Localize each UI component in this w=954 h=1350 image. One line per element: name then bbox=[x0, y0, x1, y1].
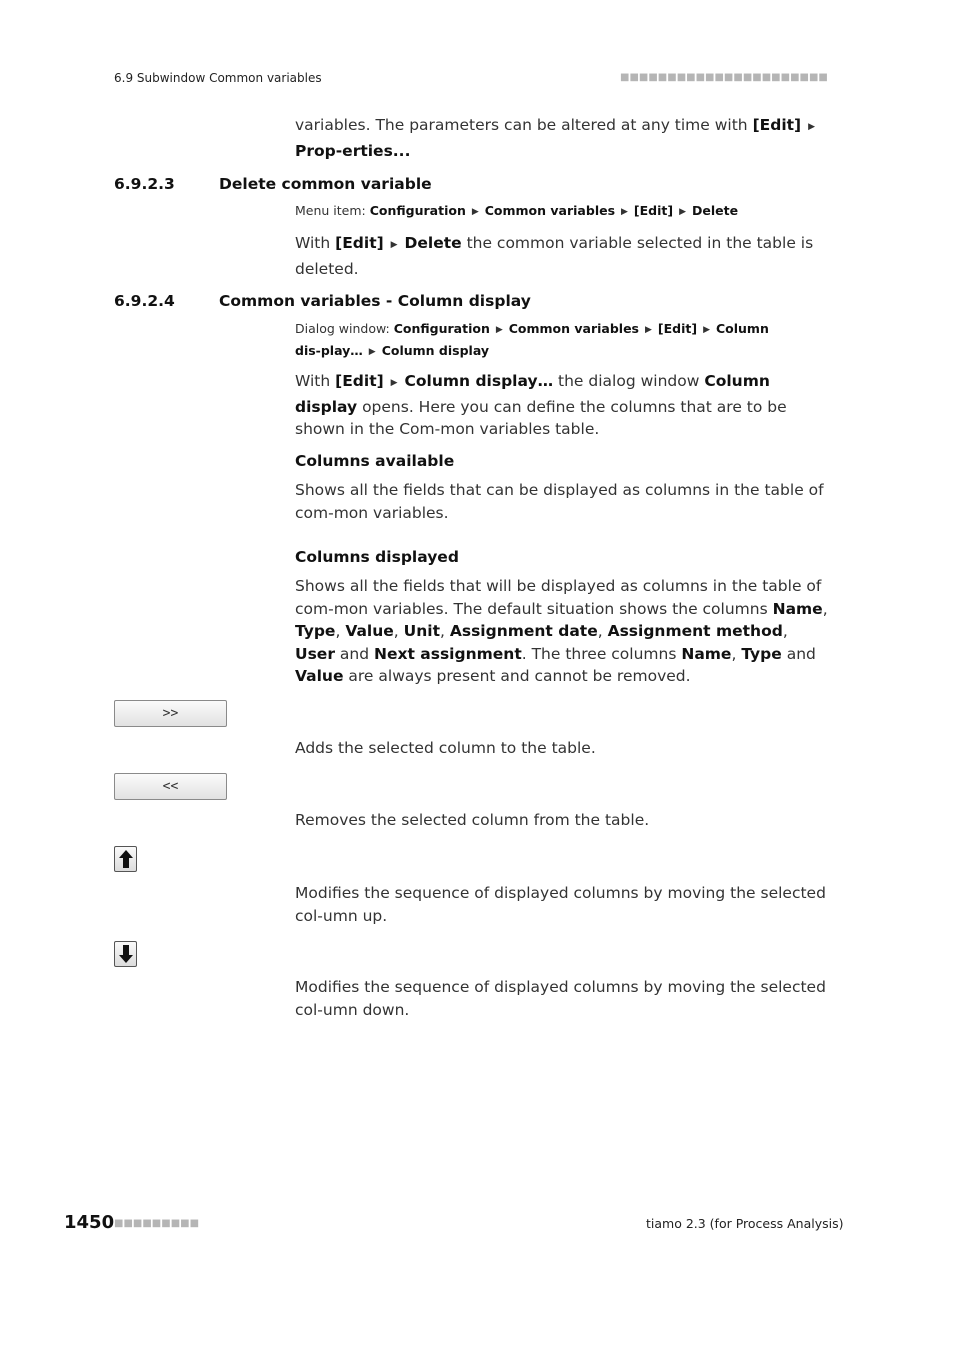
delete-paragraph: With [Edit] ▶ Delete the common variable selected in the table is deleted. bbox=[295, 234, 814, 278]
add-column-button[interactable]: >> bbox=[114, 700, 227, 727]
move-down-description: Modifies the sequence of displayed columns by moving the selected col-umn down. bbox=[295, 978, 826, 1019]
arrow-down-icon bbox=[118, 944, 134, 964]
section-number-columns: 6.9.2.4 bbox=[114, 292, 175, 310]
section-number-delete: 6.9.2.3 bbox=[114, 175, 175, 193]
columns-paragraph: With [Edit] ▶ Column display… the dialog window Column display opens. Here you can define the columns that are to be shown in the Com-mon variables table. bbox=[295, 372, 787, 438]
move-up-description: Modifies the sequence of displayed columns by moving the selected col-umn up. bbox=[295, 884, 826, 925]
columns-available-heading: Columns available bbox=[295, 452, 455, 470]
menu-path-columns: Dialog window: Configuration ▶ Common variables ▶ [Edit] ▶ Column dis-play… ▶ Column display bbox=[295, 321, 769, 358]
remove-column-button[interactable]: << bbox=[114, 773, 227, 800]
move-up-button[interactable] bbox=[114, 846, 137, 872]
page-number: 1450 bbox=[64, 1212, 115, 1233]
columns-displayed-text: Shows all the fields that will be displayed as columns in the table of com-mon variables. The default situation shows the columns Name, Type, Value, Unit, Assignment date, Assignment method, User and Next assignment. The three columns Name, Type and Value are always present and cannot be removed. bbox=[295, 577, 828, 685]
footer-dots: ■■■■■■■■■ bbox=[114, 1218, 200, 1229]
section-title-columns: Common variables - Column display bbox=[219, 292, 531, 310]
section-title-delete: Delete common variable bbox=[219, 175, 432, 193]
arrow-up-icon bbox=[118, 849, 134, 869]
add-column-description: Adds the selected column to the table. bbox=[295, 739, 596, 757]
footer-product: tiamo 2.3 (for Process Analysis) bbox=[646, 1216, 844, 1231]
intro-paragraph: variables. The parameters can be altered at any time with [Edit] ▶ Prop-erties... bbox=[295, 116, 815, 160]
menu-path-delete: Menu item: Configuration ▶ Common variables ▶ [Edit] ▶ Delete bbox=[295, 203, 739, 218]
columns-displayed-heading: Columns displayed bbox=[295, 548, 459, 566]
remove-column-description: Removes the selected column from the table. bbox=[295, 811, 650, 829]
move-down-button[interactable] bbox=[114, 941, 137, 967]
running-header-dots: ■■■■■■■■■■■■■■■■■■■■■■ bbox=[620, 72, 828, 83]
running-header-section: 6.9 Subwindow Common variables bbox=[114, 71, 322, 85]
columns-available-text: Shows all the fields that can be displayed as columns in the table of com-mon variables. bbox=[295, 481, 824, 522]
